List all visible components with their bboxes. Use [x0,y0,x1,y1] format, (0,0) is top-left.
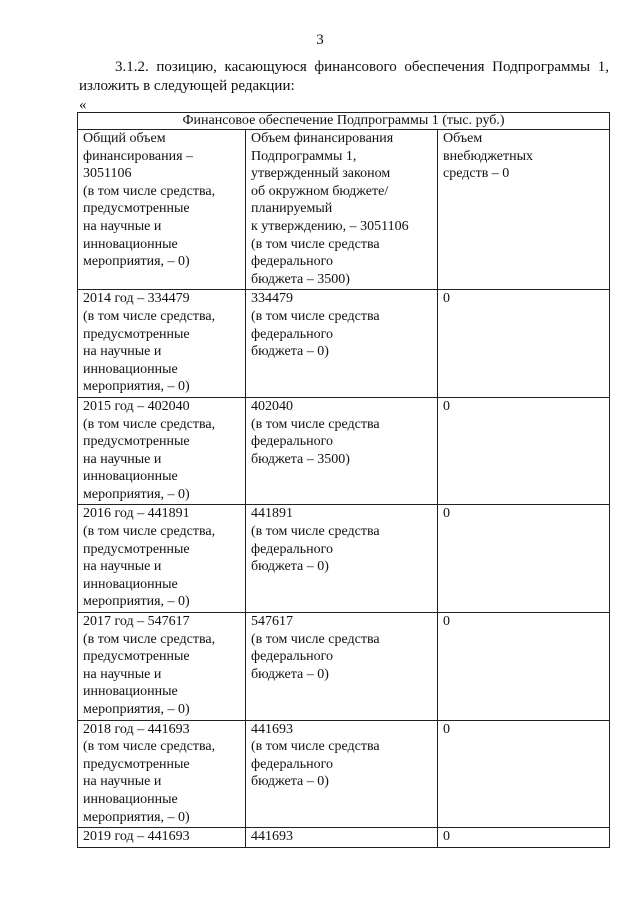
table-cell-total-funding: Общий объем финансирования – 3051106 (в том числе средства, предусмотренные на научные и инновационные мероприятия, – 0) [78,130,246,290]
table-cell-year-2014: 2014 год – 334479 (в том числе средства, предусмотренные на научные и инновационные мероприятия, – 0) [78,290,246,398]
table-cell-year-2015: 2015 год – 402040 (в том числе средства, предусмотренные на научные и инновационные мероприятия, – 0) [78,397,246,505]
table-row-2018 [78,720,610,828]
table-cell-extra-2014: 0 [438,290,610,398]
table-row-2014 [78,290,610,398]
table-row-2016 [78,505,610,613]
table-cell-budget-2015: 402040 (в том числе средства федерального бюджета – 3500) [246,397,438,505]
table-cell-program-funding: Объем финансирования Подпрограммы 1, утвержденный законом об окружном бюджете/ планируемый к утверждению, – 3051106 (в том числе средства федерального бюджета – 3500) [246,130,438,290]
table-cell-year-2017: 2017 год – 547617 (в том числе средства, предусмотренные на научные и инновационные мероприятия, – 0) [78,613,246,721]
table-header: Финансовое обеспечение Подпрограммы 1 (тыс. руб.) [78,113,610,130]
opening-quote-mark: « [79,97,87,113]
table-row-2017 [78,613,610,721]
table-row-2019 [78,828,610,848]
table-cell-budget-2017: 547617 (в том числе средства федерального бюджета – 0) [246,613,438,721]
table-cell-budget-2018: 441693 (в том числе средства федерального бюджета – 0) [246,720,438,828]
financing-table [77,112,610,848]
table-cell-extra-2018: 0 [438,720,610,828]
table-cell-budget-2014: 334479 (в том числе средства федерального бюджета – 0) [246,290,438,398]
table-cell-extra-2016: 0 [438,505,610,613]
table-cell-year-2016: 2016 год – 441891 (в том числе средства, предусмотренные на научные и инновационные мероприятия, – 0) [78,505,246,613]
table-cell-extra-2019: 0 [438,828,610,848]
table-row-2015 [78,397,610,505]
table-cell-extra-2017: 0 [438,613,610,721]
table-cell-year-2018: 2018 год – 441693 (в том числе средства, предусмотренные на научные и инновационные мероприятия, – 0) [78,720,246,828]
table-cell-extrabudgetary: Объем внебюджетных средств – 0 [438,130,610,290]
table-cell-budget-2019: 441693 [246,828,438,848]
intro-paragraph [79,58,609,96]
intro-line-1: 3.1.2. позицию, касающуюся финансового обеспечения Подпрограммы 1, [115,59,609,75]
table-cell-year-2019: 2019 год – 441693 [78,828,246,848]
table-row-total [78,130,610,290]
table-cell-budget-2016: 441891 (в том числе средства федерального бюджета – 0) [246,505,438,613]
table-cell-extra-2015: 0 [438,397,610,505]
table-header-row [78,113,610,130]
page-number: 3 [316,32,324,48]
intro-line-2: изложить в следующей редакции: [79,78,295,94]
